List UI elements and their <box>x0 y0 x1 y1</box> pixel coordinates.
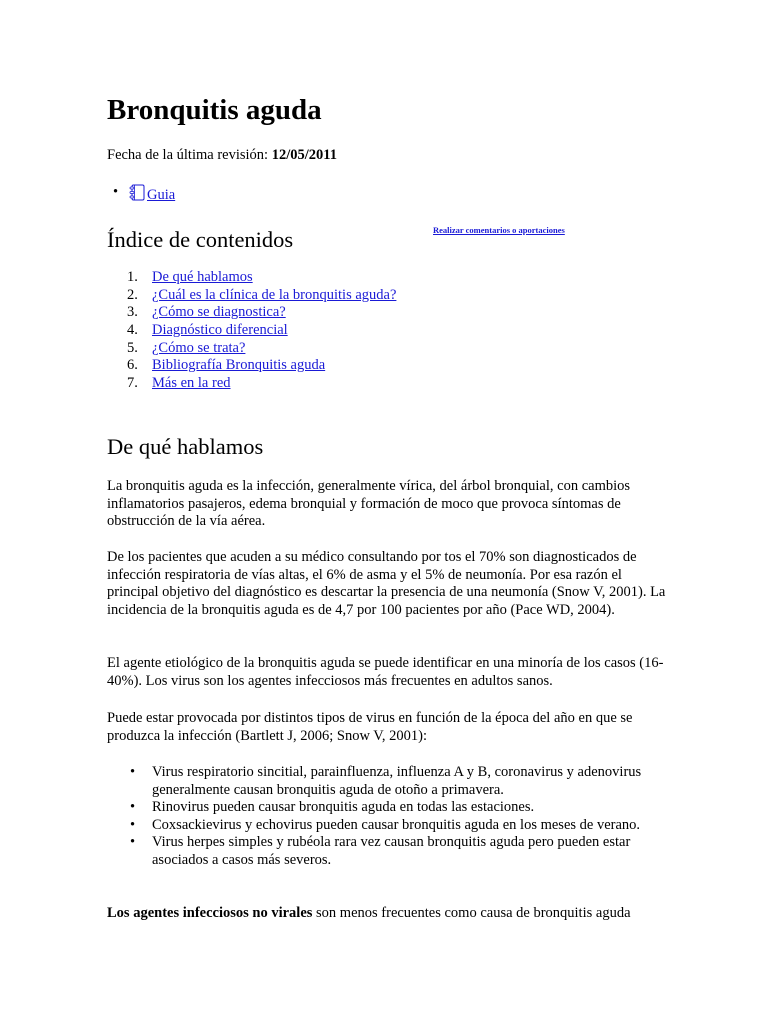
toc-link-que-hablamos[interactable]: De qué hablamos <box>152 269 253 285</box>
paragraph-etiology: El agente etiológico de la bronquitis aguda se puede identificar en una minoría de los casos (16-40%). Los virus son los agentes infecciosos más frecuentes en adultos sanos. <box>107 655 664 689</box>
guia-label: Guia <box>147 187 176 203</box>
non-viral-text: son menos frecuentes como causa de bronquitis aguda <box>312 905 631 921</box>
toc-number: 6. <box>127 357 138 374</box>
guia-list-item <box>113 184 176 205</box>
toc-heading: Índice de contenidos <box>107 227 294 252</box>
list-item <box>107 817 667 835</box>
non-viral-bold: Los agentes infecciosos no virales <box>107 905 313 921</box>
toc-link-diagnostico-diferencial[interactable]: Diagnóstico diferencial <box>152 322 288 339</box>
revision-label: Fecha de la última revisión: <box>107 147 272 163</box>
toc-number: 3. <box>127 304 138 321</box>
section-heading: De qué hablamos <box>107 434 264 459</box>
bullet-marker: • <box>130 816 136 833</box>
toc-number: 5. <box>127 339 138 356</box>
toc-number: 1. <box>127 269 138 285</box>
toc-item <box>107 269 396 287</box>
toc-link-diagnostica[interactable]: ¿Cómo se diagnostica? <box>152 304 286 321</box>
book-icon <box>129 184 146 201</box>
table-of-contents <box>107 269 396 393</box>
bullet-marker: • <box>130 799 136 815</box>
toc-link-como-se-trata[interactable]: ¿Cómo se trata? <box>152 339 246 356</box>
page-title: Bronquitis aguda <box>107 94 322 126</box>
toc-number: 7. <box>127 375 138 392</box>
list-item-text: Virus herpes simples y rubéola rara vez causan bronquitis aguda pero pueden estar asociados a casos más severos. <box>152 834 631 868</box>
toc-number: 4. <box>127 322 138 339</box>
revision-date: 12/05/2011 <box>271 147 337 163</box>
toc-number: 2. <box>127 286 138 303</box>
revision-date-line <box>107 147 337 165</box>
list-item-text: Coxsackievirus y echovirus pueden causar bronquitis aguda en los meses de verano. <box>152 816 641 833</box>
comment-link[interactable]: Realizar comentarios o aportaciones <box>433 225 565 235</box>
bullet-marker: • <box>113 184 119 200</box>
paragraph-definition: La bronquitis aguda es la infección, generalmente vírica, del árbol bronquial, con cambios inflamatorios pasajeros, edema bronquial y formación de moco que provoca síntomas de obstrucción de la vía aérea. <box>107 478 631 529</box>
list-item-text: Virus respiratorio sincitial, parainfluenza, influenza A y B, coronavirus y adenovirus generalmente causan bronquitis aguda de otoño a primavera. <box>152 764 642 798</box>
list-item <box>107 799 667 817</box>
guia-link[interactable] <box>129 187 175 203</box>
bullet-marker: • <box>130 764 136 780</box>
toc-item <box>107 287 396 305</box>
toc-item <box>107 375 396 393</box>
bullet-marker: • <box>130 834 136 850</box>
paragraph-non-viral <box>107 905 667 923</box>
toc-link-mas-en-la-red[interactable]: Más en la red <box>152 375 231 392</box>
paragraph-incidence: De los pacientes que acuden a su médico consultando por tos el 70% son diagnosticados de infección respiratoria de vías altas, el 6% de asma y el 5% de neumonía. Por esa razón el principal objetivo del diagnóstico es descartar la presencia de una neumonía (Snow V, 2001). La incidencia de la bronquitis aguda es de 4,7 por 100 pacientes por año (Pace WD, 2004). <box>107 549 666 618</box>
list-item <box>107 764 667 799</box>
toc-item <box>107 357 396 375</box>
paragraph-virus-types: Puede estar provocada por distintos tipos de virus en función de la época del año en que se produzca la infección (Bartlett J, 2006; Snow V, 2001): <box>107 710 633 744</box>
toc-link-bibliografia[interactable]: Bibliografía Bronquitis aguda <box>152 357 326 374</box>
list-item-text: Rinovirus pueden causar bronquitis aguda en todas las estaciones. <box>152 799 535 815</box>
list-item <box>107 834 667 869</box>
toc-link-clinica[interactable]: ¿Cuál es la clínica de la bronquitis aguda? <box>152 286 397 303</box>
toc-item <box>107 304 396 322</box>
virus-list <box>107 764 667 869</box>
toc-item <box>107 340 396 358</box>
toc-item <box>107 322 396 340</box>
